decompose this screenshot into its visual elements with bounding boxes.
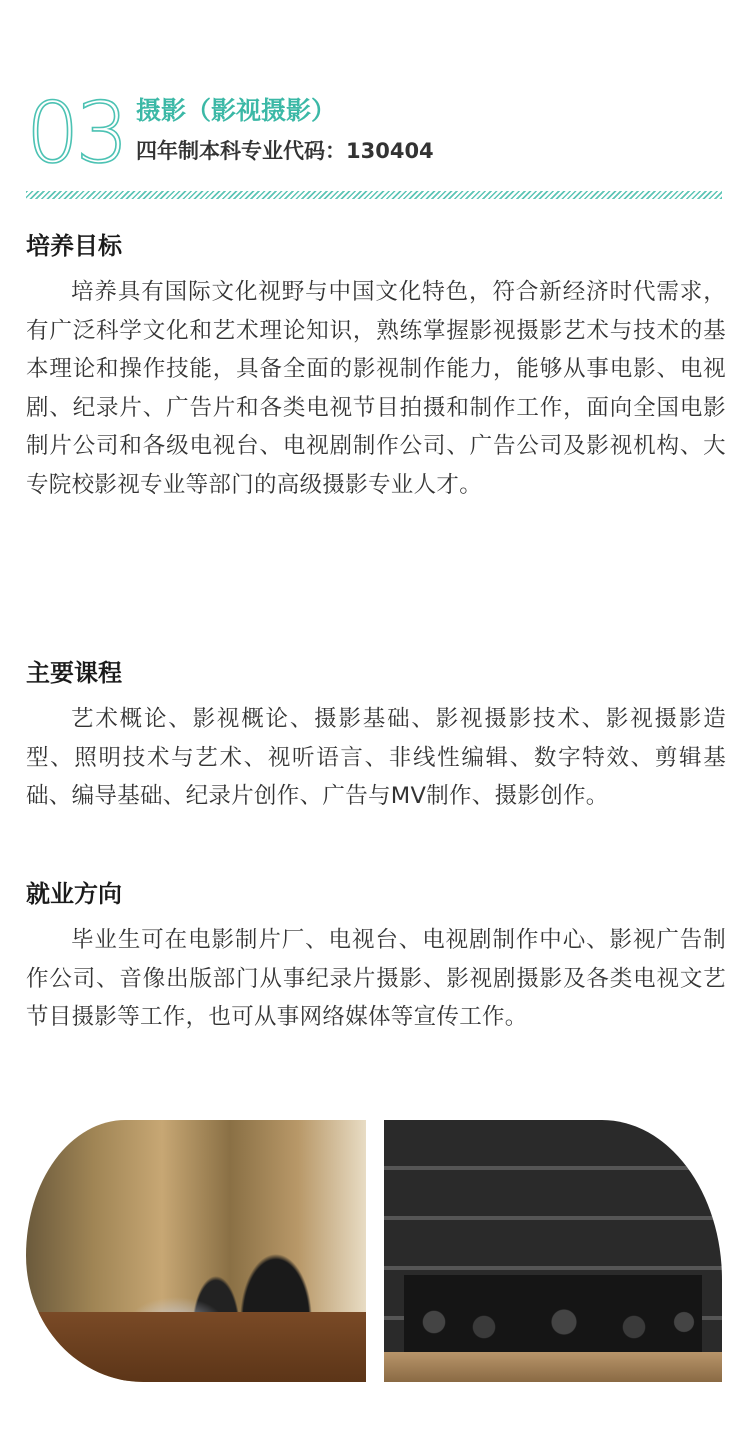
section-training-goals bbox=[26, 229, 726, 505]
section-body: 艺术概论、影视概论、摄影基础、影视摄影技术、影视摄影造型、照明技术与艺术、视听语言、非线性编辑、数字特效、剪辑基础、编导基础、纪录片创作、广告与MV制作、摄影创作。 bbox=[26, 706, 726, 810]
section-heading: 就业方向 bbox=[26, 880, 122, 908]
section-heading: 主要课程 bbox=[26, 659, 122, 687]
photo-camera-equipment-cabinet bbox=[384, 1120, 722, 1382]
section-body: 培养具有国际文化视野与中国文化特色，符合新经济时代需求，有广泛科学文化和艺术理论知识，熟练掌握影视摄影艺术与技术的基本理论和操作技能，具备全面的影视制作能力，能够从事电影、电视剧、纪录片、广告片和各类电视节目拍摄和制作工作，面向全国电影制片公司和各级电视台、电视剧制作公司、广告公司及影视机构、大专院校影视专业等部门的高级摄影专业人才。 bbox=[26, 279, 726, 498]
program-number: 03 bbox=[26, 84, 125, 182]
photo-instructor-with-student-camera bbox=[26, 1120, 366, 1382]
hatched-divider bbox=[26, 191, 722, 199]
section-heading: 培养目标 bbox=[26, 232, 122, 260]
section-career-direction bbox=[26, 877, 726, 1037]
program-header bbox=[26, 84, 726, 182]
section-body: 毕业生可在电影制片厂、电视台、电视剧制作中心、影视广告制作公司、音像出版部门从事纪录片摄影、影视剧摄影及各类电视文艺节目摄影等工作，也可从事网络媒体等宣传工作。 bbox=[26, 927, 726, 1031]
section-main-courses bbox=[26, 656, 726, 816]
program-title: 摄影（影视摄影） bbox=[136, 96, 337, 125]
program-code: 四年制本科专业代码：130404 bbox=[136, 139, 434, 163]
